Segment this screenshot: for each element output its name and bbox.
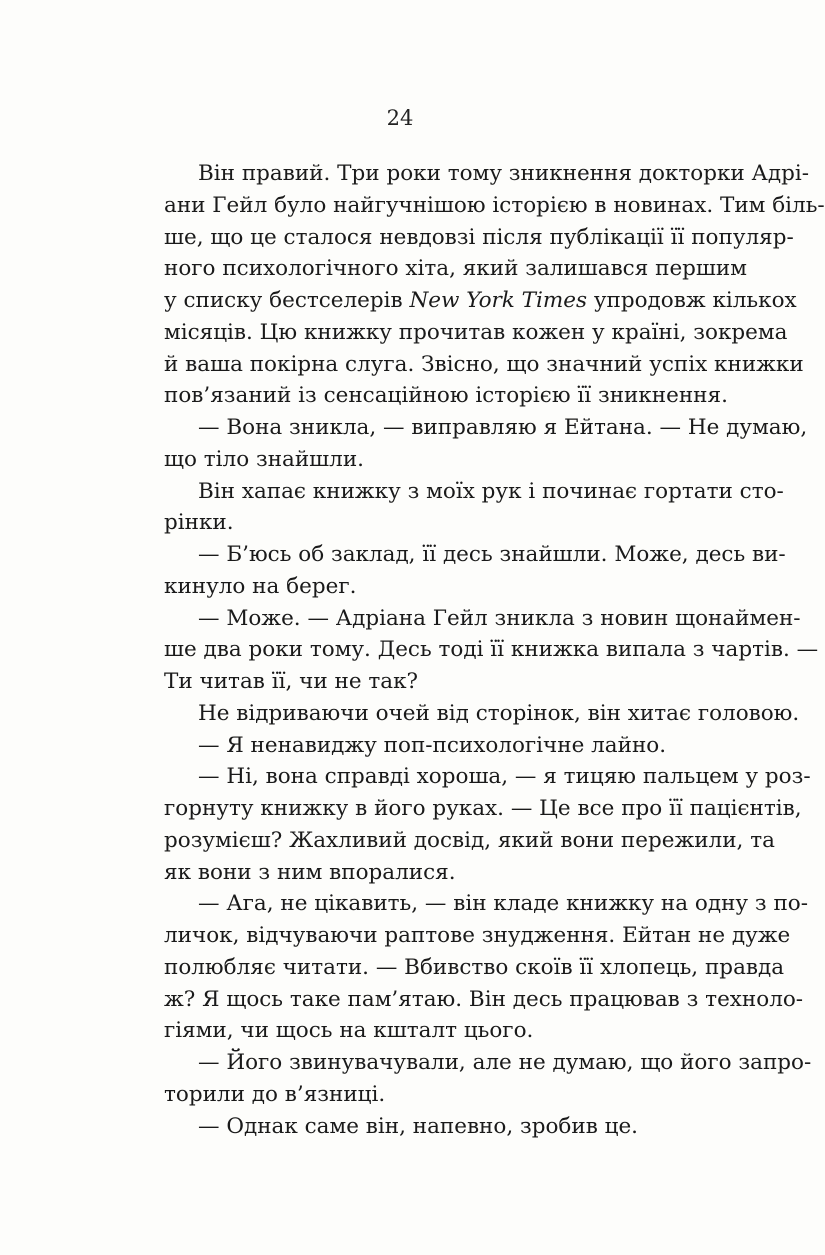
text-line: ного психологічного хіта, який залишався першим [164, 256, 747, 282]
text-line: що тіло знайшли. [164, 446, 364, 472]
text-line: — Вона зникла, — виправляю я Ейтана. — Не думаю, [198, 415, 808, 440]
text-line: — Його звинувачували, але не думаю, що його запро- [198, 1050, 812, 1075]
text-line: Не відриваючи очей від сторінок, він хитає головою. [198, 700, 800, 726]
text-line: й ваша покірна слуга. Звісно, що значний успіх книжки [164, 351, 804, 377]
text-line: Він хапає книжку з моїх рук і починає гортати сто- [198, 478, 784, 504]
text-line: розумієш? Жахливий досвід, який вони пережили, та [164, 827, 775, 853]
text-line: ани Гейл було найгучнішою історією в новинах. Тим біль- [164, 192, 825, 218]
text-line: ше, що це сталося невдовзі після публікації її популяр- [164, 224, 794, 250]
text-line: — Ні, вона справді хороша, — я тицяю пальцем у роз- [198, 764, 811, 790]
text-line: ж? Я щось таке пам’ятаю. Він десь працював з техноло- [164, 986, 804, 1012]
text-line: рінки. [164, 510, 234, 536]
text-line: — Я ненавиджу поп-психологічне лайно. [198, 732, 667, 758]
text-line: — Б’юсь об заклад, її десь знайшли. Може, десь ви- [198, 542, 786, 567]
text-line: — Однак саме він, напевно, зробив це. [198, 1113, 639, 1139]
text-line [164, 285, 797, 317]
body-text [164, 158, 825, 1142]
page-number: 24 [386, 106, 414, 130]
text-line: місяців. Цю книжку прочитав кожен у країні, зокрема [164, 319, 788, 345]
text-line: личок, відчуваючи раптове знудження. Ейтан не дуже [164, 923, 791, 948]
text-line: як вони з ним впоралися. [164, 859, 456, 885]
text-line: — Ага, не цікавить, — він кладе книжку на одну з по- [198, 891, 808, 917]
text-line: Ти читав її, чи не так? [164, 669, 419, 694]
text-line: горнуту книжку в його руках. — Це все про її пацієнтів, [164, 796, 802, 821]
text-line: ше два роки тому. Десь тоді її книжка випала з чартів. — [164, 637, 819, 663]
text-line: Він правий. Три роки тому зникнення докторки Адрі- [198, 161, 809, 186]
text-line: полюбляє читати. — Вбивство скоїв її хлопець, правда [164, 954, 785, 980]
text-segment: у списку бестселерів [164, 288, 410, 313]
text-line: кинуло на берег. [164, 573, 357, 599]
text-segment: упродовж кількох [587, 288, 797, 313]
book-title: New York Times [409, 288, 588, 313]
text-line: пов’язаний із сенсаційною історією її зникнення. [164, 383, 728, 409]
text-line: торили до в’язниці. [164, 1081, 386, 1107]
text-line: — Може. — Адріана Гейл зникла з новин щонаймен- [198, 605, 801, 631]
text-line: гіями, чи щось на кшталт цього. [164, 1018, 534, 1044]
